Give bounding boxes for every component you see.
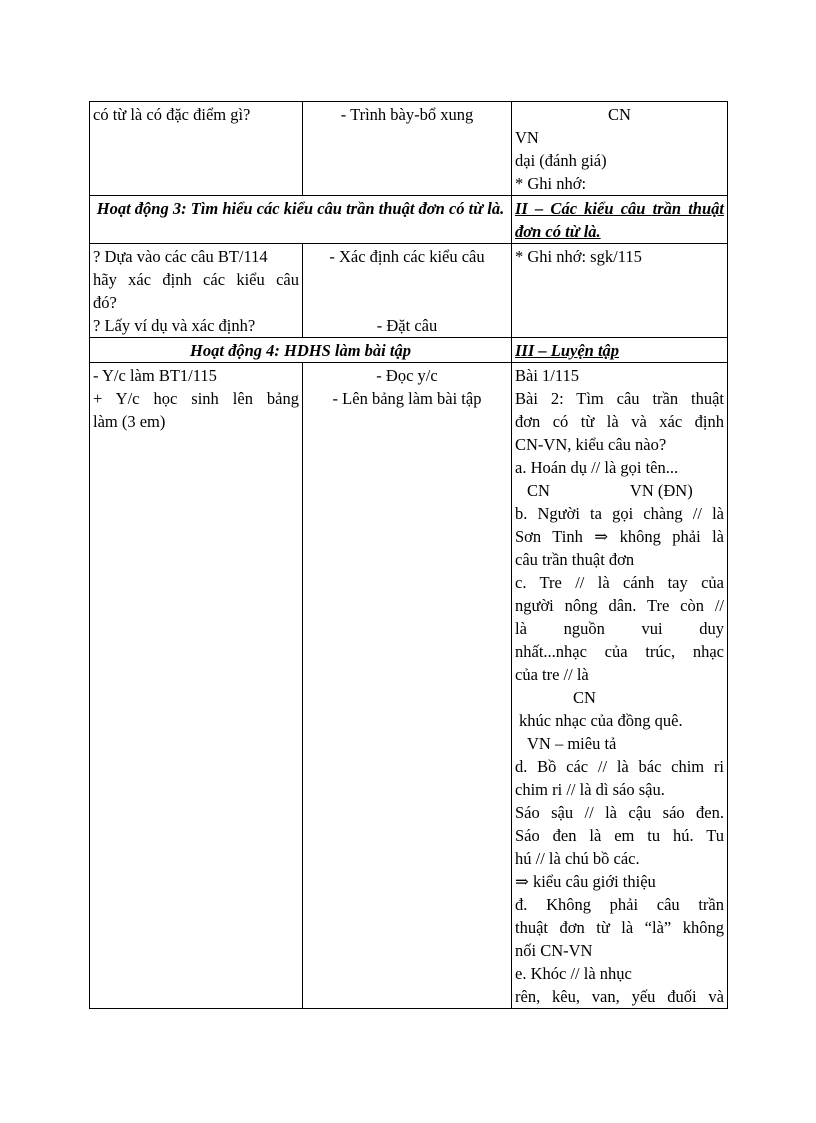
table-row bbox=[90, 338, 728, 363]
student-cell bbox=[303, 102, 512, 196]
cell-text: CN bbox=[608, 105, 631, 124]
student-cell bbox=[303, 244, 512, 338]
lesson-plan-table bbox=[89, 101, 728, 1009]
table-row bbox=[90, 196, 728, 244]
student-cell bbox=[303, 363, 512, 1009]
table-row bbox=[90, 363, 728, 1009]
cell-text: hãy xác định các kiểu câu bbox=[93, 270, 299, 289]
cell-text: nối CN-VN bbox=[515, 941, 593, 960]
activity-heading: Hoạt động 4: HDHS làm bài tập bbox=[90, 338, 512, 363]
cell-text: VN – miêu tả bbox=[527, 734, 617, 753]
section-heading: III – Luyện tập bbox=[512, 338, 728, 363]
activity-heading: Hoạt động 3: Tìm hiểu các kiểu câu trần thuật đơn có từ là. bbox=[90, 196, 512, 244]
cell-text: Bài 1/115 bbox=[515, 366, 580, 385]
cell-text: chim ri // là dì sáo sậu. bbox=[515, 780, 665, 799]
cell-text: - Trình bày-bổ xung bbox=[340, 105, 474, 124]
cell-text: * Ghi nhớ: sgk/115 bbox=[515, 247, 642, 266]
content-cell bbox=[512, 244, 728, 338]
cell-text: CN bbox=[573, 688, 596, 707]
cell-text: ? Dựa vào các câu BT/114 bbox=[93, 247, 268, 266]
cell-text bbox=[515, 479, 724, 502]
cell-text: - Đọc y/c bbox=[376, 366, 438, 385]
cell-text: làm (3 em) bbox=[93, 412, 166, 431]
cell-text: dại (đánh giá) bbox=[515, 151, 607, 170]
teacher-cell bbox=[90, 102, 303, 196]
cell-text: đó? bbox=[93, 293, 117, 312]
cell-text: của tre // là bbox=[515, 665, 589, 684]
cell-text: có từ là có đặc điểm gì? bbox=[93, 105, 251, 124]
cell-text: CN bbox=[527, 481, 550, 500]
cell-text: Sáo sậu // là cậu sáo đen. bbox=[515, 803, 724, 822]
cell-text: đơn có từ là và xác định bbox=[515, 412, 724, 431]
teacher-cell bbox=[90, 363, 303, 1009]
cell-text: a. Hoán dụ // là gọi tên... bbox=[515, 458, 679, 477]
teacher-cell bbox=[90, 244, 303, 338]
content-cell bbox=[512, 363, 728, 1009]
section-heading: II – Các kiểu câu trần thuật đơn có từ là. bbox=[512, 196, 728, 244]
cell-text: VN bbox=[515, 128, 539, 147]
cell-text: b. Người ta gọi chàng // là bbox=[515, 504, 724, 523]
cell-text: rên, kêu, van, yếu đuối và bbox=[515, 987, 724, 1006]
cell-text: ⇒ kiểu câu giới thiệu bbox=[515, 872, 656, 891]
cell-text: CN-VN, kiểu câu nào? bbox=[515, 435, 667, 454]
cell-text: ? Lấy ví dụ và xác định? bbox=[93, 316, 256, 335]
cell-text: thuật đơn từ là “là” không bbox=[515, 918, 724, 937]
cell-text: câu trần thuật đơn bbox=[515, 550, 635, 569]
cell-text: nhất...nhạc của trúc, nhạc bbox=[515, 642, 724, 661]
cell-text: người nông dân. Tre còn // bbox=[515, 596, 724, 615]
cell-text: Sáo đen là em tu hú. Tu bbox=[515, 826, 724, 845]
cell-text: + Y/c học sinh lên bảng bbox=[93, 389, 299, 408]
cell-text: e. Khóc // là nhục bbox=[515, 964, 632, 983]
cell-text: Sơn Tinh ⇒ không phải là bbox=[515, 527, 724, 546]
content-cell bbox=[512, 102, 728, 196]
cell-text: * Ghi nhớ: bbox=[515, 174, 587, 193]
cell-text: là nguồn vui duy bbox=[515, 619, 724, 638]
table-row bbox=[90, 102, 728, 196]
cell-text: - Lên bảng làm bài tập bbox=[332, 389, 482, 408]
cell-text: khúc nhạc của đồng quê. bbox=[519, 711, 683, 730]
cell-text: - Đặt câu bbox=[376, 316, 438, 335]
cell-text: d. Bồ các // là bác chim ri bbox=[515, 757, 724, 776]
cell-text: - Y/c làm BT1/115 bbox=[93, 366, 217, 385]
cell-text: - Xác định các kiểu câu bbox=[329, 247, 485, 266]
cell-text: hú // là chú bồ các. bbox=[515, 849, 640, 868]
table-row bbox=[90, 244, 728, 338]
cell-text: Bài 2: Tìm câu trần thuật bbox=[515, 389, 724, 408]
cell-text: VN (ĐN) bbox=[629, 481, 693, 500]
cell-text: đ. Không phải câu trần bbox=[515, 895, 724, 914]
cell-text: c. Tre // là cánh tay của bbox=[515, 573, 724, 592]
